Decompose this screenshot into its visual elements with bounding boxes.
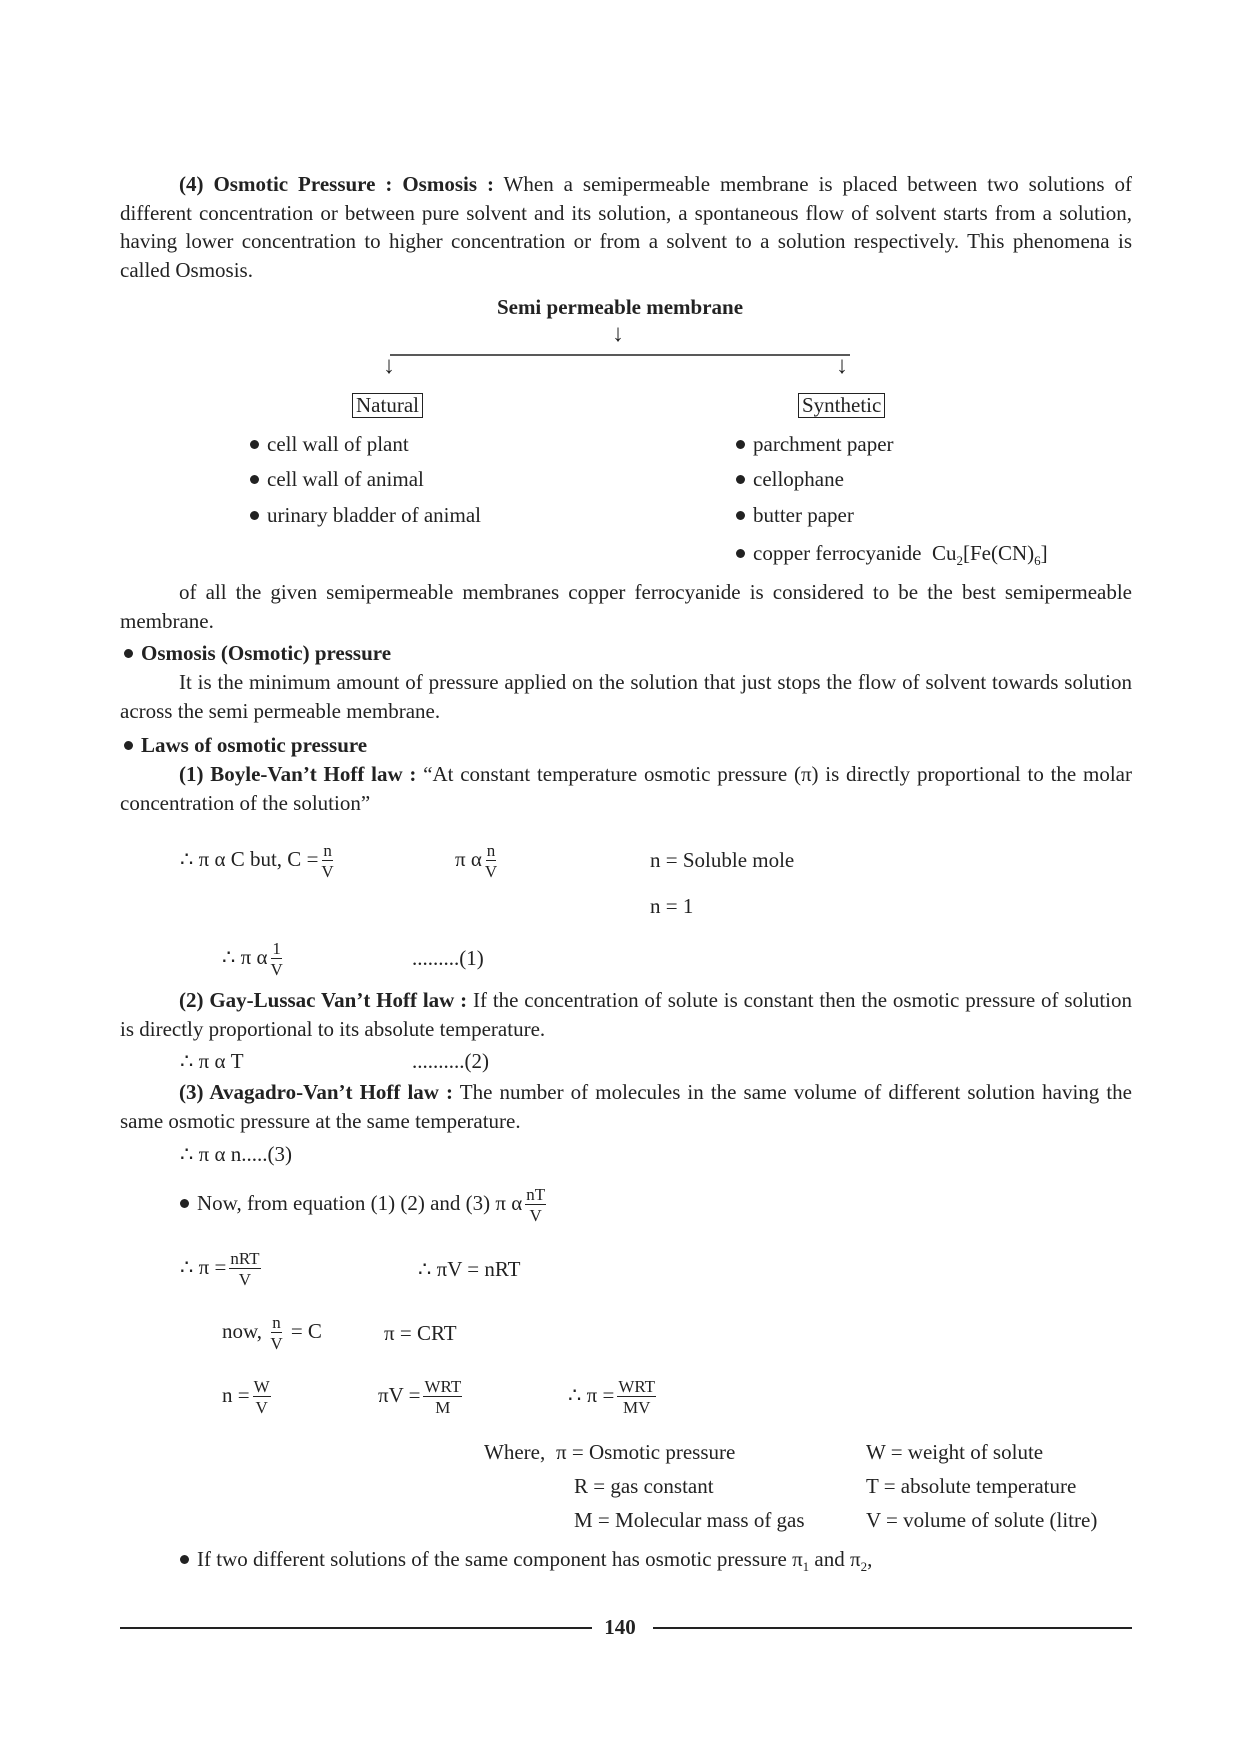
equation-8b: πV = $\frac{\text{WRT}}{M}$ <box>378 1377 462 1417</box>
synthetic-item: butter paper <box>736 505 854 526</box>
legend-m: M = Molecular mass of gas <box>574 1508 805 1532</box>
equation-6a: ∴ π = $\frac{\text{nRT}}{V}$ <box>180 1249 260 1289</box>
synthetic-item: parchment paper <box>736 434 894 455</box>
natural-item: cell wall of plant <box>250 434 409 455</box>
branch-line <box>380 352 860 360</box>
legend-r: R = gas constant <box>574 1474 714 1498</box>
synthetic-arrow-icon: ↓ <box>836 353 848 379</box>
equation-3: ∴ π α T <box>180 1049 244 1073</box>
legend-w: W = weight of solute <box>866 1440 1044 1464</box>
intro-text: When a semipermeable membrane is placed between two solutions of different concentration or between pure solvent and its solution, a spontaneous flow of solvent starts from a solution, having lower concentration to higher concentration or from a solvent to a solution respectively. This phenomena is called Osmosis. <box>120 172 1132 282</box>
equation-tag-1: .........(1) <box>412 946 484 970</box>
root-arrow-icon: ↓ <box>612 321 624 347</box>
equation-8a: n = $\frac{W}{V}$ <box>222 1377 270 1417</box>
synthetic-item-formula: copper ferrocyanide $Cu_2[Fe(CN)_6]$ <box>736 543 1048 567</box>
equation-8c: ∴ π = $\frac{\text{WRT}}{MV}$ <box>568 1377 656 1417</box>
natural-item: cell wall of animal <box>250 469 424 490</box>
equation-7a: now, $\frac{n}{V}$ = C <box>222 1313 322 1353</box>
laws-heading: Laws of osmotic pressure <box>124 735 367 756</box>
intro-paragraph <box>120 170 1132 284</box>
equation-2: ∴ π α $\frac{1}{V}$ <box>222 939 283 979</box>
equation-1a: ∴ π α C but, C = $\frac{n}{V}$ <box>180 841 334 881</box>
synthetic-box: Synthetic <box>798 393 885 418</box>
note-n-one: n = 1 <box>650 894 694 918</box>
legend-v: V = volume of solute (litre) <box>866 1508 1098 1532</box>
page-number: 140 <box>604 1615 636 1639</box>
legend-where: Where, <box>484 1440 546 1464</box>
law2-paragraph: (2) Gay-Lussac Van’t Hoff law : If the concentration of solute is constant then the osmotic pressure of solution is directly proportional to its absolute temperature. <box>120 988 1132 1041</box>
equation-6b: ∴ πV = nRT <box>418 1257 521 1281</box>
equation-tag-2: ..........(2) <box>412 1049 489 1073</box>
note-soluble-mole: n = Soluble mole <box>650 848 795 872</box>
equation-4: ∴ π α n.....(3) <box>180 1142 292 1166</box>
best-membrane-note: of all the given semipermeable membranes copper ferrocyanide is considered to be the best semipermeable membrane. <box>120 580 1132 633</box>
osmotic-pressure-heading: Osmosis (Osmotic) pressure <box>124 643 391 664</box>
synthetic-item: cellophane <box>736 469 844 490</box>
natural-box: Natural <box>352 393 423 418</box>
legend-t: T = absolute temperature <box>866 1474 1077 1498</box>
equation-1b: π α $\frac{n}{V}$ <box>455 841 498 881</box>
law3-paragraph: (3) Avagadro-Van’t Hoff law : The number of molecules in the same volume of different solution having the same osmotic pressure at the same temperature. <box>120 1080 1132 1133</box>
diagram-root: Semi permeable membrane <box>496 295 744 319</box>
osmotic-pressure-text: It is the minimum amount of pressure applied on the solution that just stops the flow of solvent towards solution across the semi permeable membrane. <box>120 670 1132 723</box>
natural-arrow-icon: ↓ <box>383 353 395 379</box>
equation-7c: π = CRT <box>384 1321 457 1345</box>
intro-heading: (4) Osmotic Pressure : Osmosis : <box>179 172 494 196</box>
natural-item: urinary bladder of animal <box>250 505 481 526</box>
law1-paragraph: (1) Boyle-Van’t Hoff law : “At constant temperature osmotic pressure (π) is directly proportional to the molar concentration of the solution” <box>120 762 1132 815</box>
legend-pi: π = Osmotic pressure <box>556 1440 736 1464</box>
last-bullet-line: If two different solutions of the same component has osmotic pressure $\pi_1$ and $\pi_2$, <box>180 1549 872 1573</box>
equation-5: Now, from equation (1) (2) and (3) π α $\frac{nT}{V}$ <box>180 1186 549 1224</box>
